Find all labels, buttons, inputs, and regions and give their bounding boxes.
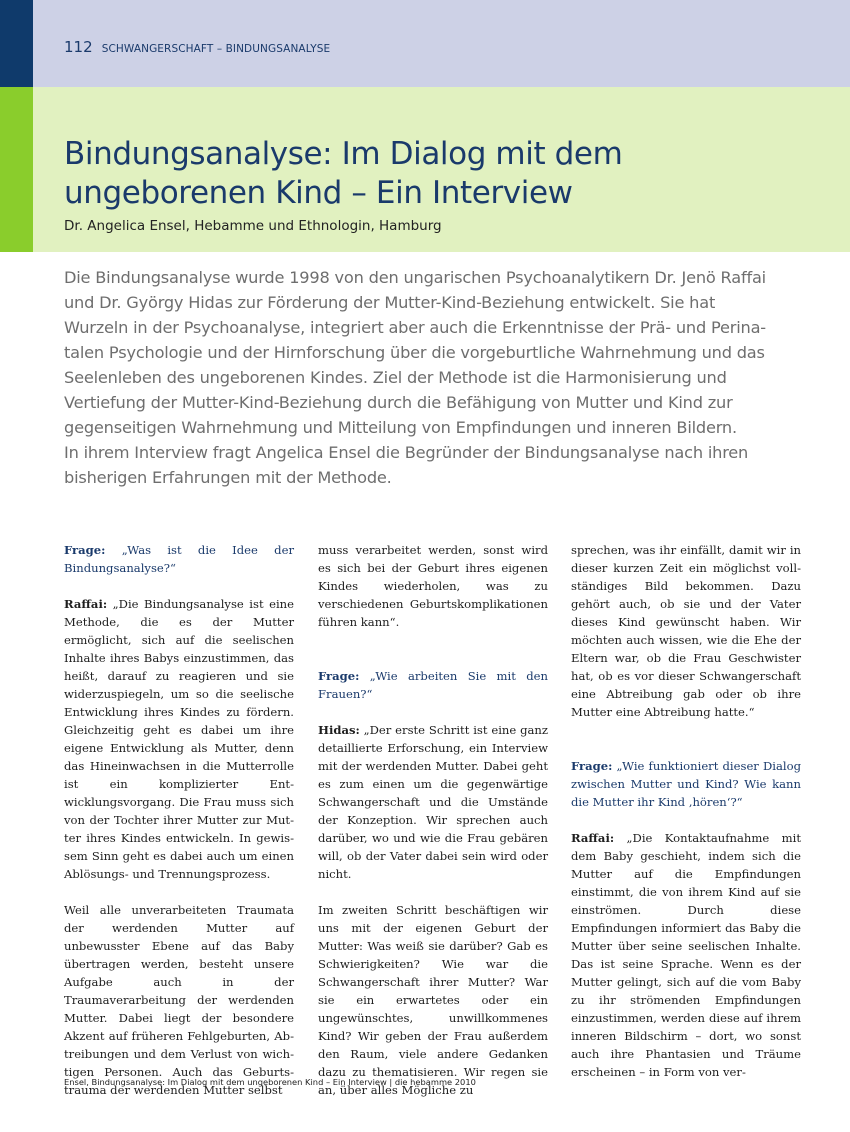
lead-line: bisherigen Erfahrungen mit der Methode.: [64, 468, 392, 487]
title-line-2: ungeborenen Kind – Ein Interview: [64, 175, 573, 211]
body-paragraph: sprechen, was ihr einfällt, damit wir in dieser kurzen Zeit ein möglichst vollständiges Bild bekommen. Dazu gehört auch, ob sie und der Vater dieses Kind gewünscht haben. Wir möchten auch wissen, wie die Ehe der Eltern war, ob die Frau Geschwister hat, ob es vor dieser Schwangerschaft eine Abtreibung gab oder ob ihre Mutter eine Abtreibung hatte.“: [571, 543, 801, 719]
lead-paragraph: [64, 265, 804, 490]
lead-line: In ihrem Interview fragt Angelica Ensel die Begründer der Bindungsanalyse nach ihren: [64, 443, 749, 462]
lead-line: und Dr. György Hidas zur Förderung der Mutter-Kind-Beziehung entwickelt. Sie hat: [64, 293, 716, 312]
question-label: Frage:: [571, 759, 613, 773]
author-line: Dr. Angelica Ensel, Hebamme und Ethnologin, Hamburg: [64, 218, 442, 234]
answer-1: [64, 595, 294, 883]
section-label: SCHWANGERSCHAFT – BINDUNGSANALYSE: [101, 43, 331, 55]
question-label: Frage:: [64, 543, 106, 557]
answer-text: „Der erste Schritt ist eine ganz detaillierte Erforschung, ein Interview mit der werdenden Mutter. Dabei geht es zum einen um die gegenwärtige Schwangerschaft und die Umstände der Konzeption. Wir sprechen auch darüber, wo und wie die Frau gebären will, ob der Vater dabei sein wird oder nicht.: [318, 723, 548, 881]
speaker-label: Hidas:: [318, 723, 360, 737]
question-1: [64, 541, 294, 577]
lead-line: talen Psychologie und der Hirnforschung über die vorgeburtliche Wahrnehmung und das: [64, 343, 765, 362]
lead-line: Seelenleben des ungeborenen Kindes. Ziel der Methode ist die Harmonisierung und: [64, 368, 727, 387]
header-accent-bar: [0, 0, 33, 87]
page-footer: Ensel, Bindungsanalyse: Im Dialog mit dem ungeborenen Kind – Ein Interview | die hebamme 2010: [64, 1077, 476, 1087]
speaker-label: Raffai:: [571, 831, 615, 845]
answer-2: [318, 721, 548, 883]
question-text: „Wie funktioniert dieser Dialog zwischen Mutter und Kind? Wie kann die Mutter ihr Kind ‚hören‘?“: [571, 759, 801, 809]
title-accent-bar: [0, 87, 33, 252]
body-paragraph: Weil alle unverarbeiteten Traumata der werdenden Mutter auf unbewusster Ebene auf das Baby übertragen werden, besteht unsere Aufgabe auch in der Traumaverarbeitung der werdenden Mutter. Dabei liegt der besondere Akzent auf früheren Fehlgeburten, Abtreibungen und dem Verlust von wichtigen Personen. Auch das Geburtstrauma der werdenden Mutter selbst: [64, 903, 294, 1097]
text-column-1: [64, 541, 294, 1099]
article-title: [64, 135, 824, 213]
answer-text: „Die Kontaktaufnahme mit dem Baby geschieht, indem sich die Mutter auf die Empfindungen einstimmt, die von ihrem Kind auf sie einströmen. Durch diese Empfindungen informiert das Baby die Mutter über seine seelischen Inhalte. Das ist seine Sprache. Wenn es der Mutter gelingt, sich auf die vom Baby zu ihr strömenden Empfindungen einzustimmen, werden diese auf ihrem inneren Bildschirm – dort, wo sonst auch ihre Phantasien und Träume erscheinen – in Form von ver-: [571, 831, 801, 1079]
body-paragraph: muss verarbeitet werden, sonst wird es sich bei der Geburt ihres eigenen Kindes wiederholen, was zu verschiedenen Geburtskomplikationen führen kann“.: [318, 543, 548, 629]
answer-3: [571, 829, 801, 1081]
question-3: [571, 757, 801, 811]
question-label: Frage:: [318, 669, 360, 683]
lead-line: Die Bindungsanalyse wurde 1998 von den ungarischen Psychoanalytikern Dr. Jenö Raffai: [64, 268, 766, 287]
speaker-label: Raffai:: [64, 597, 108, 611]
page-number: 112: [64, 38, 93, 56]
text-column-2: [318, 541, 548, 1099]
running-head: [64, 37, 330, 56]
text-column-3: [571, 541, 801, 1081]
lead-line: Wurzeln in der Psychoanalyse, integriert aber auch die Erkenntnisse der Prä- und Perina-: [64, 318, 766, 337]
question-2: [318, 667, 548, 703]
body-paragraph: Im zweiten Schritt beschäftigen wir uns mit der eigenen Geburt der Mutter: Was weiß sie darüber? Gab es Schwierigkeiten? Wie war die Schwangerschaft ihrer Mutter? War sie ein erwartetes oder ein ungewünschtes, unwillkommenes Kind? Wir geben der Frau außerdem den Raum, viele andere Gedanken dazu zu thematisieren. Wir regen sie an, über alles Mögliche zu: [318, 903, 548, 1097]
lead-line: gegenseitigen Wahrnehmung und Mitteilung von Empfindungen und inneren Bildern.: [64, 418, 737, 437]
question-text: „Was ist die Idee der Bindungsanalyse?“: [64, 543, 294, 575]
lead-line: Vertiefung der Mutter-Kind-Beziehung durch die Befähigung von Mutter und Kind zur: [64, 393, 733, 412]
title-line-1: Bindungsanalyse: Im Dialog mit dem: [64, 136, 623, 172]
question-text: „Wie arbeiten Sie mit den Frauen?“: [318, 669, 548, 701]
answer-text: „Die Bindungsanalyse ist eine Methode, die es der Mutter ermöglicht, sich auf die seelischen Inhalte ihres Babys einzustimmen, das heißt, darauf zu reagieren und sie widerzuspiegeln, um so die seelische Entwicklung ihres Kindes zu fördern. Gleichzeitig geht es dabei um ihre eigene Entwicklung als Mutter, denn das Hineinwachsen in die Mutterrolle ist ein komplizierter Entwicklungsvorgang. Die Frau muss sich von der Tochter ihrer Mutter zur Mutter ihres Kindes entwickeln. In gewissem Sinn geht es dabei auch um einen Ablösungs- und Trennungsprozess.: [64, 597, 294, 881]
